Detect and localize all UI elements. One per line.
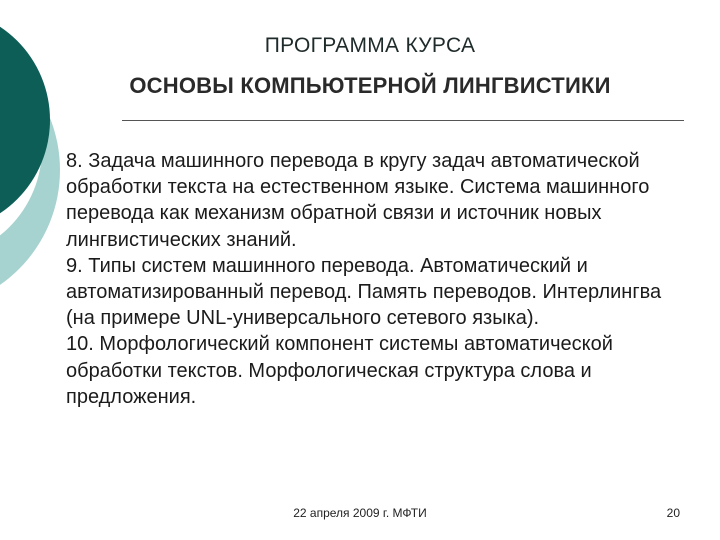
slide-title: ПРОГРАММА КУРСА [264, 34, 476, 57]
paragraph-item-10: 10. Морфологический компонент системы автоматической обработки текстов. Морфологическая структура слова и предложения. [66, 333, 613, 408]
paragraph-item-9: 9. Типы систем машинного перевода. Автоматический и автоматизированный перевод. Память переводов. Интерлингва (на примере UNL-универсального сетевого языка). [66, 254, 662, 330]
slide-subtitle: ОСНОВЫ КОМПЬЮТЕРНОЙ ЛИНГВИСТИКИ [129, 73, 611, 98]
page-number: 20 [666, 506, 680, 520]
title-divider [122, 120, 684, 121]
footer-date: 22 апреля 2009 г. МФТИ [293, 506, 427, 520]
slide-body [66, 148, 686, 410]
paragraph-item-8: 8. Задача машинного перевода в кругу задач автоматической обработки текста на естественном языке. Система машинного перевода как механизм обратной связи и источник новых лингвистических знаний. [66, 150, 650, 251]
